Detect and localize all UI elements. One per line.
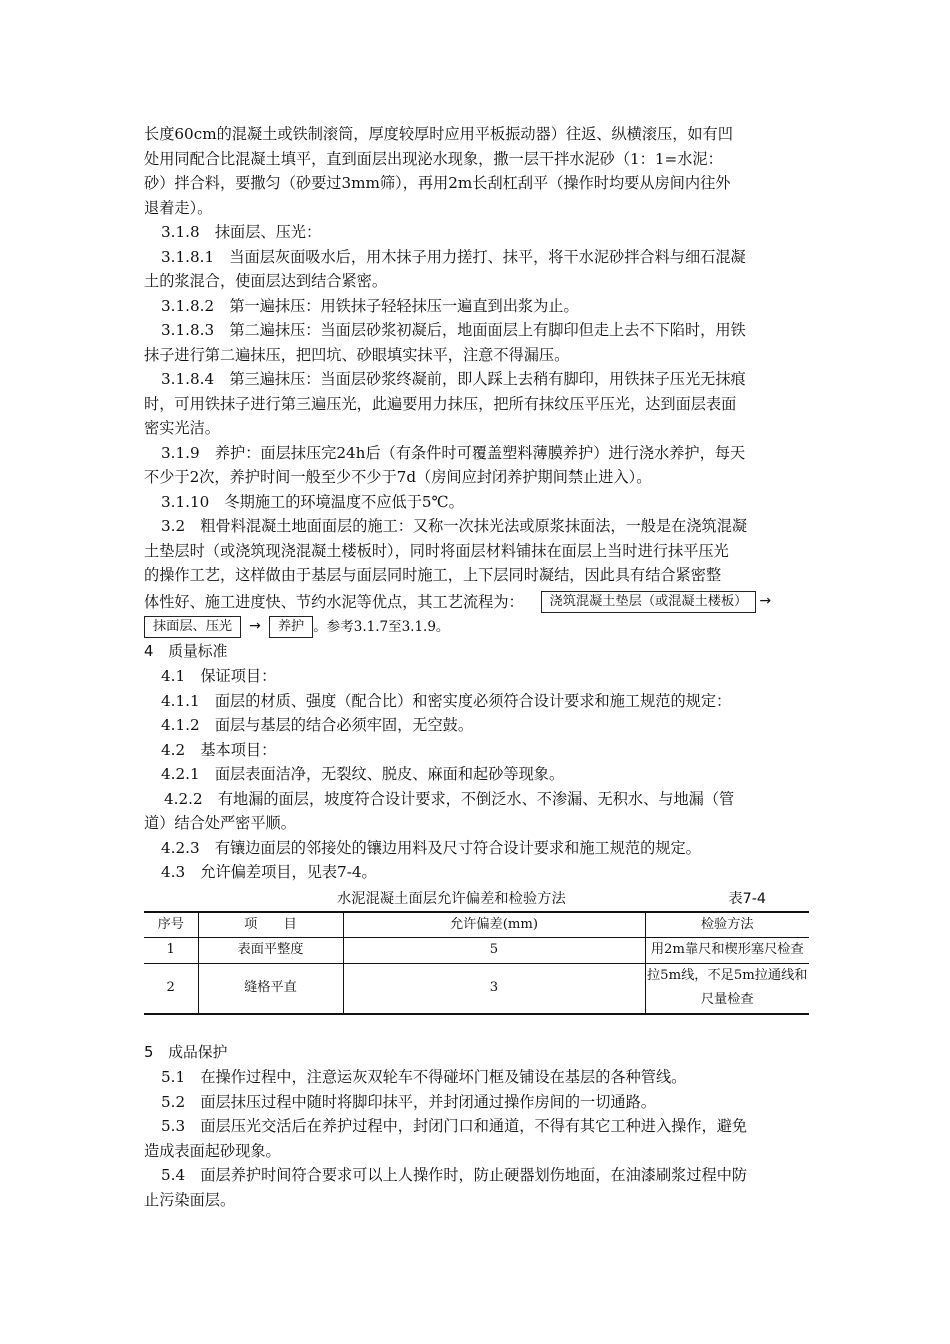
text-line: 止污染面层。 xyxy=(144,1190,236,1209)
paragraph-intro xyxy=(144,122,812,220)
tolerance-table xyxy=(144,911,809,1015)
text-line: 3.2 粗骨料混凝土地面面层的施工：又称一次抹光法或原浆抹面法，一般是在浇筑混凝 xyxy=(161,517,748,535)
table-caption xyxy=(144,887,812,909)
section-4-2: 4.2 基本项目： xyxy=(161,740,277,759)
text-line: 土垫层时（或浇筑现浇混凝土楼板时），同时将面层材料铺抹在面层上当时进行抹平压光 xyxy=(144,541,729,560)
section-3-1-10: 3.1.10 冬期施工的环境温度不应低于5℃。 xyxy=(161,492,464,511)
cell-index: 1 xyxy=(166,942,175,957)
table-title: 水泥混凝土面层允许偏差和检验方法 xyxy=(337,890,566,907)
cell-item: 缝格平直 xyxy=(198,963,343,1014)
section-5-2: 5.2 面层抹压过程中随时将脚印抹平，并封闭通过操作房间的一切通路。 xyxy=(161,1092,656,1111)
heading-product-protection: 5 成品保护 xyxy=(144,1043,228,1061)
cell-tolerance: 3 xyxy=(343,963,645,1014)
flow-box-trowel-surface: 抹面层、压光 xyxy=(144,616,241,638)
text-line: 长度60cm的混凝土或铁制滚筒，厚度较厚时应用平板振动器）往返、纵横滚压，如有凹 xyxy=(144,125,733,143)
text-line: 体性好、施工进度快、节约水泥等优点，其工艺流程为： xyxy=(144,592,524,611)
header-index: 序号 xyxy=(157,916,184,932)
section-5-3 xyxy=(144,1114,812,1163)
section-4-2-3: 4.2.3 有镶边面层的邻接处的镶边用料及尺寸符合设计要求和施工规范的规定。 xyxy=(161,838,701,857)
header-item: 项 目 xyxy=(198,912,343,938)
table-row xyxy=(144,963,809,1014)
spacer xyxy=(144,1015,812,1041)
flow-arrow-icon: → xyxy=(759,593,772,610)
section-3-2 xyxy=(144,514,812,588)
header-method: 检验方法 xyxy=(645,912,809,938)
document-page xyxy=(144,122,812,1212)
heading-quality-standard: 4 质量标准 xyxy=(144,642,228,660)
section-4-1: 4.1 保证项目： xyxy=(161,667,277,685)
flow-box-curing: 养护 xyxy=(269,616,313,638)
section-5-1: 5.1 在操作过程中，注意运灰双轮车不得碰坏门框及铺设在基层的各种管线。 xyxy=(161,1068,687,1086)
table-header-row xyxy=(144,912,809,938)
text-line: 土的浆混合，使面层达到结合紧密。 xyxy=(144,272,387,290)
section-3-1-8-1 xyxy=(144,245,812,294)
section-4-2-2 xyxy=(144,787,812,836)
process-flow-line-2 xyxy=(144,614,812,639)
text-line: 砂）拌合料，要撒匀（砂要过3mm筛），再用2m长刮杠刮平（操作时均要从房间内往外 xyxy=(144,174,731,192)
section-3-1-8-4 xyxy=(144,367,812,441)
text-line: 时，可用铁抹子进行第三遍压光，此遍要用力抹压，把所有抹纹压平压光，达到面层表面 xyxy=(144,394,737,413)
text-line: 密实光洁。 xyxy=(144,419,220,437)
text-line: 5.3 面层压光交活后在养护过程中，封闭门口和通道，不得有其它工种进入操作，避免 xyxy=(161,1117,748,1135)
header-tolerance: 允许偏差(mm) xyxy=(343,912,645,938)
text-line: 5.4 面层养护时间符合要求可以上人操作时，防止硬器划伤地面，在油漆刷浆过程中防 xyxy=(161,1166,748,1184)
cell-index: 2 xyxy=(166,979,175,995)
text-line: 造成表面起砂现象。 xyxy=(144,1141,281,1160)
section-3-1-8-2: 3.1.8.2 第一遍抹压：用铁抹子轻轻抹压一遍直到出浆为止。 xyxy=(161,296,579,315)
cell-tolerance: 5 xyxy=(343,938,645,964)
section-3-1-9 xyxy=(144,441,812,490)
text-line: 退着走）。 xyxy=(144,198,213,217)
text-line: 4.2.2 有地漏的面层，坡度符合设计要求，不倒泛水、不渗漏、无积水、与地漏（管 xyxy=(164,789,735,808)
section-4-1-2: 4.1.2 面层与基层的结合必须牢固，无空鼓。 xyxy=(161,716,474,734)
text-line: 3.1.8.3 第二遍抹压：当面层砂浆初凝后，地面面层上有脚印但走上去不下陷时，用铁 xyxy=(161,321,746,339)
cell-item: 表面平整度 xyxy=(198,938,343,964)
flow-box-pour-concrete: 浇筑混凝土垫层（或混凝土楼板） xyxy=(541,591,757,613)
text-line: 3.1.8.1 当面层灰面吸水后，用木抹子用力搓打、抹平，将干水泥砂拌合料与细石混凝 xyxy=(161,247,746,266)
cell-method: 拉5m线，不足5m拉通线和尺量检查 xyxy=(645,963,809,1014)
section-4-2-1: 4.2.1 面层表面洁净，无裂纹、脱皮、麻面和起砂等现象。 xyxy=(161,765,565,783)
section-5-4 xyxy=(144,1163,812,1212)
section-4-3: 4.3 允许偏差项目，见表7-4。 xyxy=(161,863,377,881)
table-row xyxy=(144,938,809,964)
section-3-1-8: 3.1.8 抹面层、压光： xyxy=(161,223,322,241)
flow-arrow-icon: → xyxy=(249,618,261,635)
text-line: 的操作工艺，这样做由于基层与面层同时施工，上下层同时凝结，因此具有结合紧密整 xyxy=(144,566,722,584)
text-line: 处用同配合比混凝土填平，直到面层出现泌水现象，撒一层干拌水泥砂（1：1=水泥： xyxy=(144,149,723,168)
text-line: 道）结合处严密平顺。 xyxy=(144,814,296,832)
reference-text: 。参考3.1.7至3.1.9。 xyxy=(313,618,450,635)
section-3-1-8-3 xyxy=(144,318,812,367)
cell-method: 用2m靠尺和楔形塞尺检查 xyxy=(645,938,809,964)
text-line: 3.1.9 养护：面层抹压完24h后（有条件时可覆盖塑料薄膜养护）进行浇水养护，每天 xyxy=(161,443,746,462)
text-line: 抹子进行第二遍抹压，把凹坑、砂眼填实抹平，注意不得漏压。 xyxy=(144,345,570,364)
table-number: 表7-4 xyxy=(728,890,766,907)
section-4-1-1: 4.1.1 面层的材质、强度（配合比）和密实度必须符合设计要求和施工规范的规定： xyxy=(161,691,732,710)
process-flow-line-1 xyxy=(144,589,812,614)
text-line: 不少于2次，养护时间一般至少不少于7d（房间应封闭养护期间禁止进入）。 xyxy=(144,468,652,486)
text-line: 3.1.8.4 第三遍抹压：当面层砂浆终凝前，即人踩上去稍有脚印，用铁抹子压光无抹痕 xyxy=(161,370,746,388)
